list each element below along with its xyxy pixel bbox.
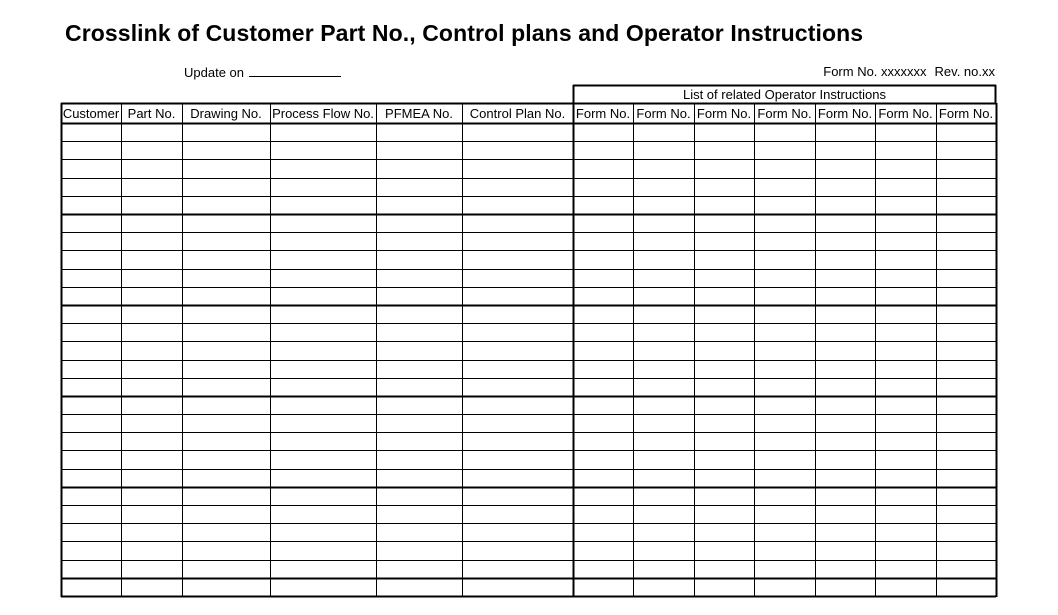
column-header: Form No. (696, 106, 752, 121)
column-header: Customer (62, 106, 120, 121)
column-header: Form No. (817, 106, 873, 121)
form-meta (823, 64, 995, 79)
table-grid-lines (61, 85, 997, 597)
column-header: PFMEA No. (385, 106, 453, 121)
column-header: Part No. (127, 106, 176, 121)
update-on-label: Update on (184, 65, 244, 80)
form-number-label: Form No. xxxxxxx (823, 64, 927, 79)
column-header: Form No. (575, 106, 631, 121)
column-header: Control Plan No. (469, 106, 566, 121)
update-on-blank-line[interactable] (249, 64, 341, 77)
column-header: Form No. (636, 106, 691, 121)
revision-label: Rev. no.xx (934, 64, 995, 79)
column-header: Process Flow No. (272, 106, 374, 121)
column-header: Drawing No. (190, 106, 262, 121)
column-header: Form No. (757, 106, 812, 121)
column-header: Form No. (938, 106, 994, 121)
crosslink-table (61, 85, 997, 597)
update-on-field[interactable] (184, 64, 341, 80)
column-header: Form No. (878, 106, 933, 121)
operator-instructions-group-header: List of related Operator Instructions (682, 87, 887, 102)
document-title: Crosslink of Customer Part No., Control plans and Operator Instructions (65, 20, 864, 46)
